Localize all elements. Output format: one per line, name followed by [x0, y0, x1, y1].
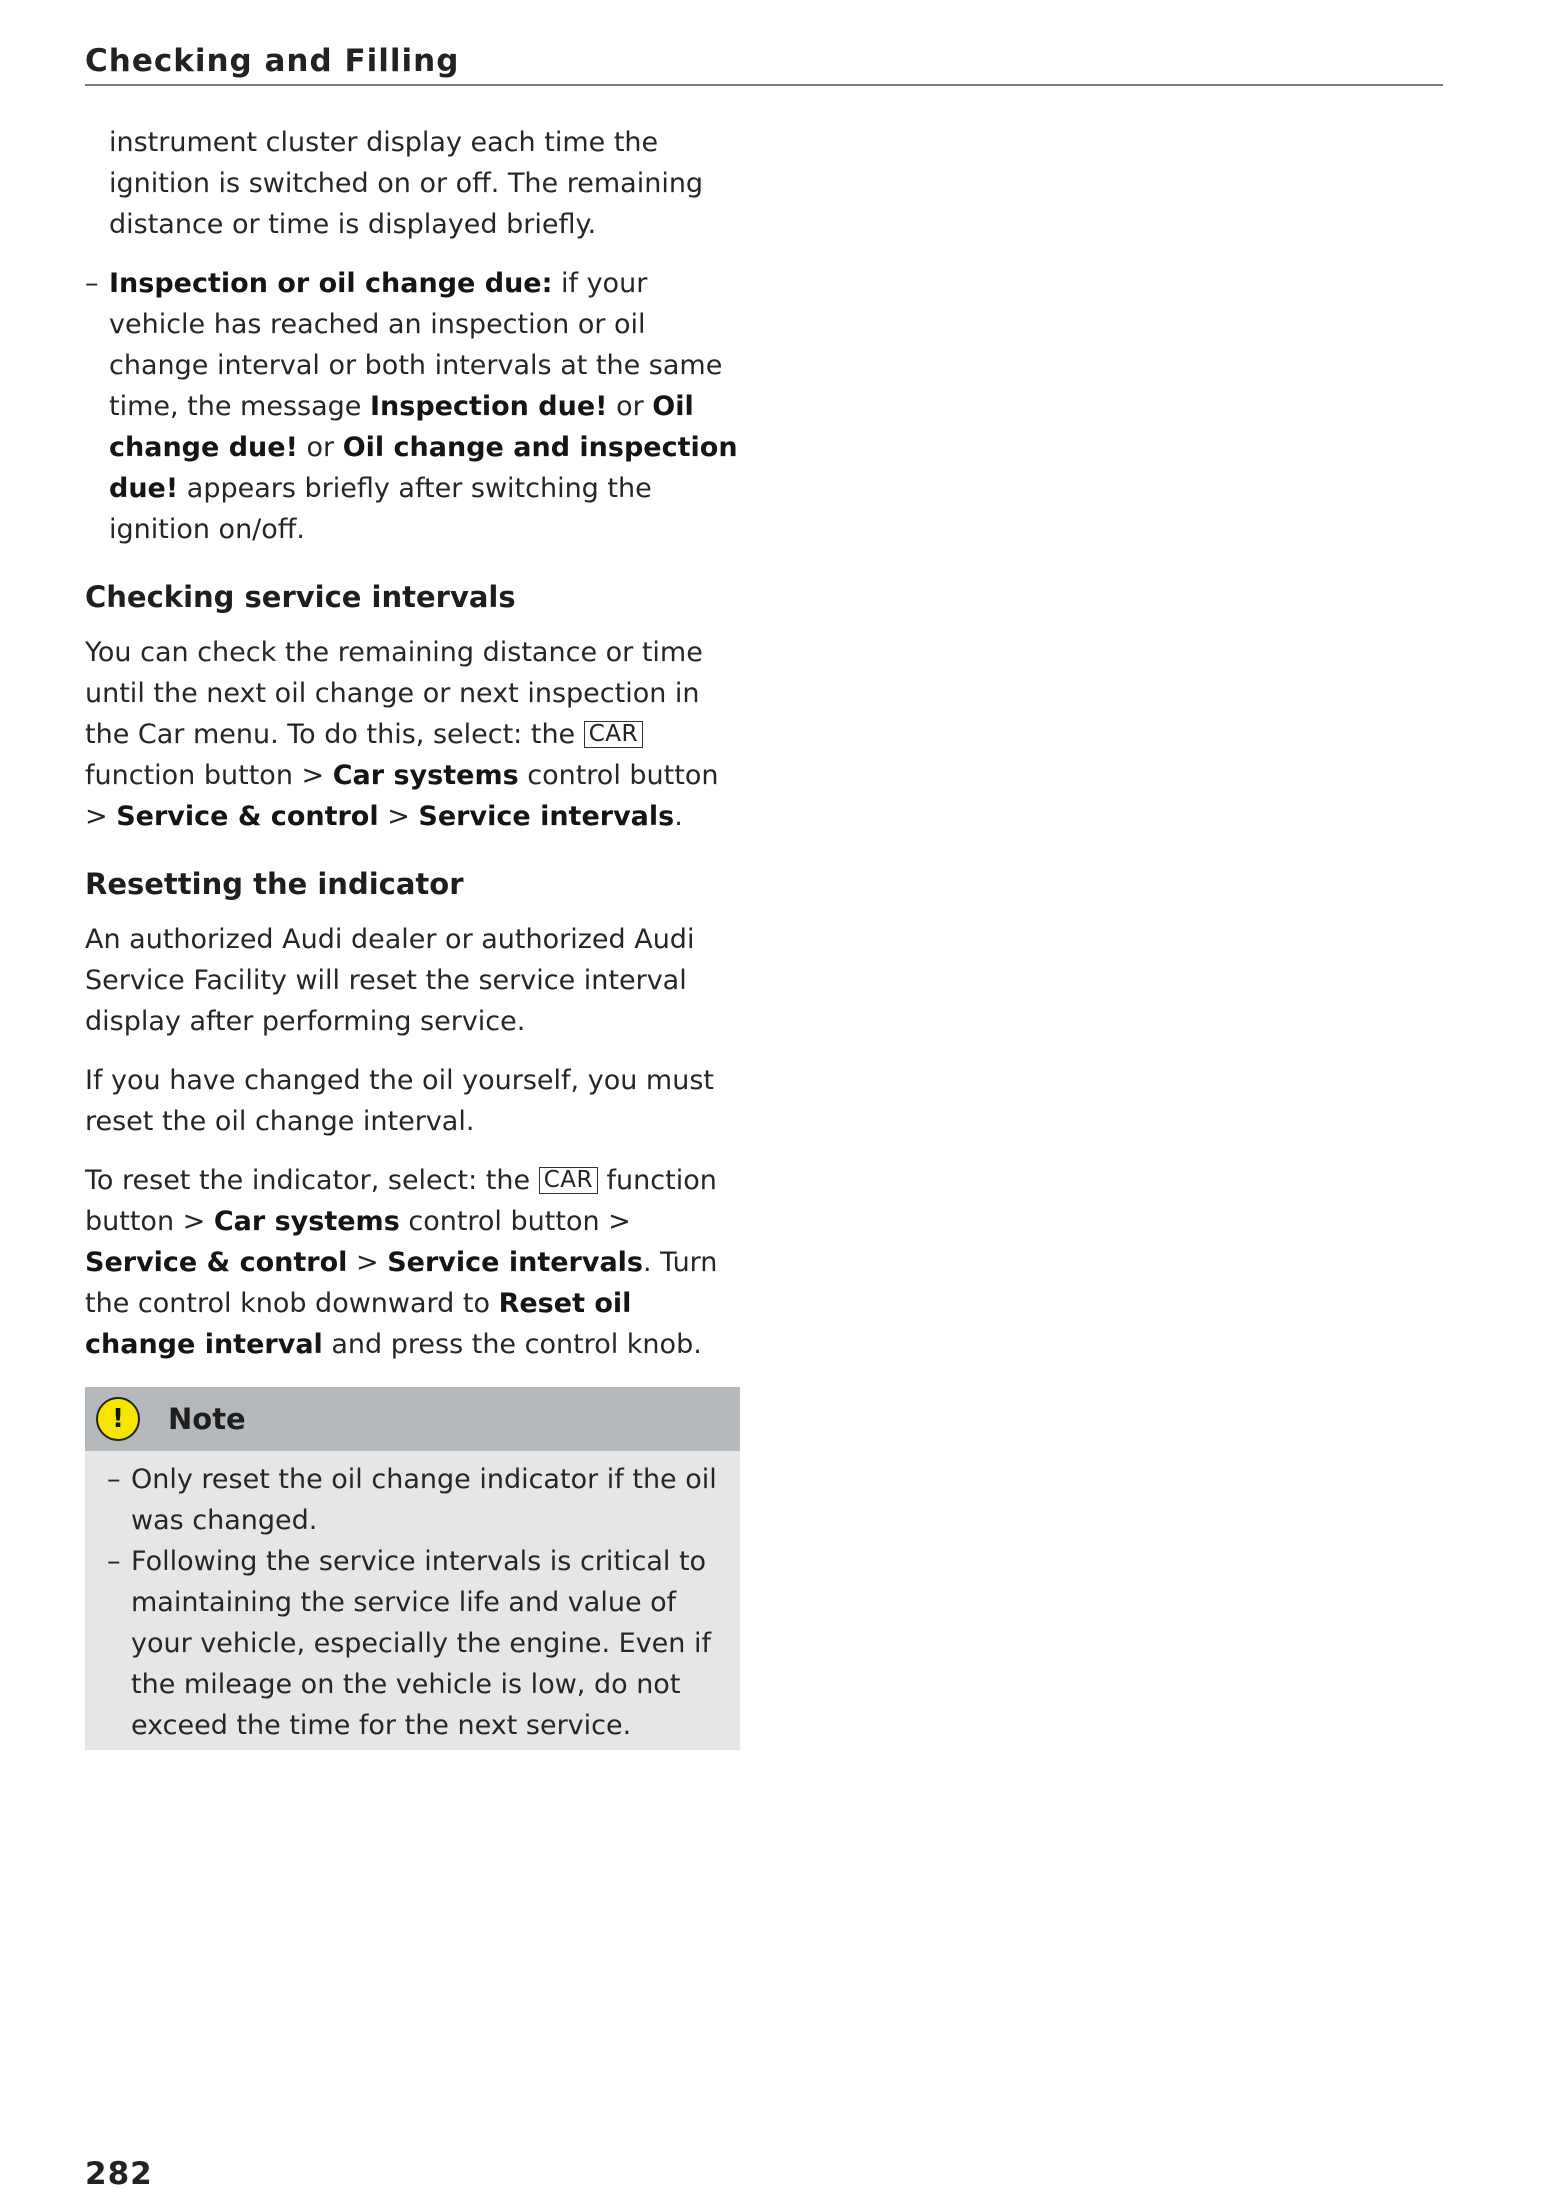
message-oil-change-due: Oil change due! — [109, 391, 694, 463]
note-header — [85, 1387, 740, 1451]
service-control-label: Service & control — [116, 801, 379, 832]
connector-or-2: or — [297, 432, 343, 463]
page-header — [85, 38, 1443, 86]
resetting-paragraph-3 — [85, 1160, 740, 1365]
checking-text-3: control button > — [85, 760, 719, 832]
checking-paragraph — [85, 632, 740, 837]
main-column — [85, 122, 740, 1750]
page-number: 282 — [85, 2156, 153, 2192]
reset-oil-change-interval-label: Reset oil change interval — [85, 1288, 632, 1360]
note-title: Note — [168, 1401, 246, 1436]
inspection-due-label: Inspection or oil change due: — [109, 268, 553, 299]
warning-exclamation-icon: ! — [96, 1397, 140, 1441]
note-box — [85, 1387, 740, 1750]
checking-text-1: You can check the remaining distance or time until the next oil change or next inspection in the Car menu. To do this, select: the — [85, 637, 703, 750]
header-title: Checking and Filling — [85, 43, 460, 79]
connector-or-1: or — [607, 391, 653, 422]
intro-continuation: instrument cluster display each time the ignition is switched on or off. The remaining distance or time is displayed briefly. — [109, 127, 704, 240]
car-key-label: CAR — [539, 1167, 598, 1194]
checking-heading: Checking service intervals — [85, 580, 516, 614]
reset-text-4: > — [347, 1247, 388, 1278]
note-item: – Following the service intervals is critical to maintaining the service life and value of your vehicle, especially the engine. Even if the mileage on the vehicle is low, do not exceed the time for the next service. — [107, 1541, 720, 1746]
car-systems-label: Car systems — [332, 760, 519, 791]
resetting-paragraph-2: If you have changed the oil yourself, you must reset the oil change interval. — [85, 1065, 714, 1137]
checking-text-5: . — [674, 801, 683, 832]
service-intervals-label: Service intervals — [387, 1247, 644, 1278]
resetting-paragraph-1: An authorized Audi dealer or authorized Audi Service Facility will reset the service interval display after performing service. — [85, 924, 695, 1037]
note-body — [85, 1451, 740, 1750]
service-intervals-label: Service intervals — [418, 801, 675, 832]
inspection-due-item — [85, 263, 740, 550]
message-inspection-due: Inspection due! — [369, 391, 608, 422]
reset-text-1: To reset the indicator, select: the — [85, 1165, 539, 1196]
checking-text-2: function button > — [85, 760, 333, 791]
reset-text-5: . Turn the control knob downward to — [85, 1247, 718, 1319]
reset-text-2: function button > — [85, 1165, 717, 1237]
resetting-heading: Resetting the indicator — [85, 867, 464, 901]
service-control-label: Service & control — [85, 1247, 348, 1278]
car-systems-label: Car systems — [213, 1206, 400, 1237]
reset-text-3: control button > — [399, 1206, 631, 1237]
inspection-due-text-2: appears briefly after switching the ignition on/off. — [109, 473, 652, 545]
inspection-due-text-1: if your vehicle has reached an inspection or oil change interval or both intervals at the same time, the message — [109, 268, 723, 422]
message-oil-change-and-inspection-due: Oil change and inspection due! — [109, 432, 738, 504]
reset-text-6: and press the control knob. — [322, 1329, 702, 1360]
note-item: – Only reset the oil change indicator if the oil was changed. — [107, 1459, 720, 1541]
checking-text-4: > — [378, 801, 419, 832]
car-key-label: CAR — [584, 721, 643, 748]
